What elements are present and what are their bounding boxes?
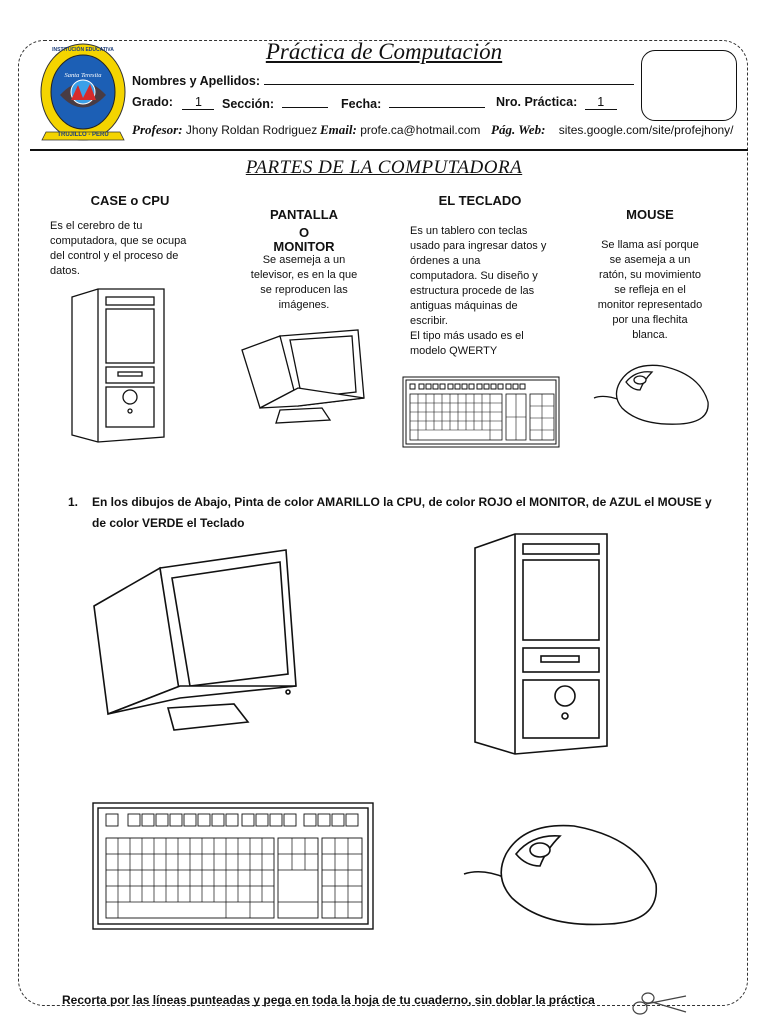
monitor-title (240, 205, 368, 254)
monitor-title-line: PANTALLA (269, 207, 339, 222)
desc-line: antiguas máquinas de (410, 300, 518, 312)
practice-row (496, 95, 617, 110)
practice-field[interactable]: 1 (585, 95, 617, 110)
teacher-label: Profesor: (132, 122, 183, 137)
monitor-title-line: O (298, 225, 310, 240)
large-mouse-icon[interactable] (462, 818, 662, 930)
large-keyboard-icon[interactable] (92, 802, 374, 930)
grade-row (132, 95, 214, 110)
desc-line: computadora. Su diseño y (410, 270, 538, 282)
keyboard-icon (402, 376, 560, 448)
header-rule (30, 149, 748, 151)
logo-center-text: Santa Teresita (64, 72, 102, 79)
section-field[interactable] (282, 95, 328, 108)
desc-line: blanca. (632, 329, 668, 341)
logo-top-text: INSTITUCIÓN EDUCATIVA (52, 47, 114, 53)
cpu-title: CASE o CPU (90, 193, 170, 208)
names-row (132, 72, 634, 88)
grade-field[interactable]: 1 (182, 95, 214, 110)
desc-line: escribir. (410, 315, 448, 327)
question-line: de color VERDE el Teclado (92, 516, 245, 530)
web-value: sites.google.com/site/profejhony/ (558, 123, 734, 137)
email-value: profe.ca@hotmail.com (360, 123, 481, 137)
desc-line: Es el cerebro de tu (50, 220, 143, 232)
desc-line: se asemeja a un (609, 254, 691, 266)
mouse-icon (592, 360, 712, 428)
section-row (222, 95, 328, 111)
logo-bottom-text: TRUJILLO - PERU (57, 132, 109, 138)
question-text (92, 492, 732, 534)
desc-line: por una flechita (612, 314, 688, 326)
monitor-icon (240, 328, 370, 428)
question-number: 1. (68, 495, 79, 509)
desc-line: usado para ingresar datos y (410, 240, 547, 252)
names-label: Nombres y Apellidos: (132, 74, 261, 88)
teacher-info (132, 122, 317, 138)
large-cpu-tower-icon[interactable] (473, 532, 613, 762)
desc-line: ratón, su movimiento (598, 269, 702, 281)
email-label: Email: (320, 122, 357, 137)
email-info (320, 122, 480, 138)
desc-line: estructura procede de las (410, 285, 535, 297)
keyboard-description (410, 224, 570, 359)
web-label: Pág. Web: (491, 122, 546, 137)
date-label: Fecha: (341, 97, 382, 111)
page-title: Práctica de Computación (265, 39, 503, 64)
keyboard-title: EL TECLADO (438, 193, 522, 208)
date-field[interactable] (389, 95, 485, 108)
large-monitor-icon[interactable] (92, 546, 302, 732)
desc-line: Se asemeja a un (262, 254, 346, 266)
practice-label: Nro. Práctica: (496, 95, 578, 109)
desc-line: imágenes. (278, 299, 330, 311)
desc-line: televisor, es en la que (250, 269, 358, 281)
names-field[interactable] (264, 72, 634, 85)
teacher-name: Jhony Roldan Rodriguez (185, 123, 318, 137)
desc-line: modelo QWERTY (410, 345, 498, 357)
desc-line: Se llama así porque (601, 239, 699, 251)
scissors-icon (630, 990, 690, 1020)
desc-line: órdenes a una (410, 255, 481, 267)
mouse-description (585, 238, 715, 343)
mouse-title: MOUSE (626, 207, 674, 222)
date-row (341, 95, 485, 111)
section-label: Sección: (222, 97, 275, 111)
desc-line: El tipo más usado es el (410, 330, 524, 342)
main-heading: PARTES DE LA COMPUTADORA (245, 157, 523, 178)
desc-line: datos. (50, 265, 80, 277)
desc-line: se refleja en el (614, 284, 686, 296)
desc-line: monitor representado (597, 299, 703, 311)
desc-line: Es un tablero con teclas (410, 225, 528, 237)
monitor-title-line: MONITOR (273, 239, 335, 254)
desc-line: se reproducen las (260, 284, 348, 296)
web-info (491, 122, 734, 138)
cpu-tower-icon (70, 287, 170, 447)
question-line: En los dibujos de Abajo, Pinta de color AMARILLO la CPU, de color ROJO el MONITOR, de AZUL el MOUSE y (92, 495, 712, 509)
desc-line: computadora, que se ocupa (50, 235, 187, 247)
grade-label: Grado: (132, 95, 173, 109)
footer-instruction: Recorta por las líneas punteadas y pega en toda la hoja de tu cuaderno, sin doblar la práctica (62, 993, 595, 1007)
desc-line: del control y el proceso de (50, 250, 179, 262)
monitor-description (235, 253, 373, 313)
photo-box (641, 50, 737, 121)
cpu-description (50, 219, 210, 279)
